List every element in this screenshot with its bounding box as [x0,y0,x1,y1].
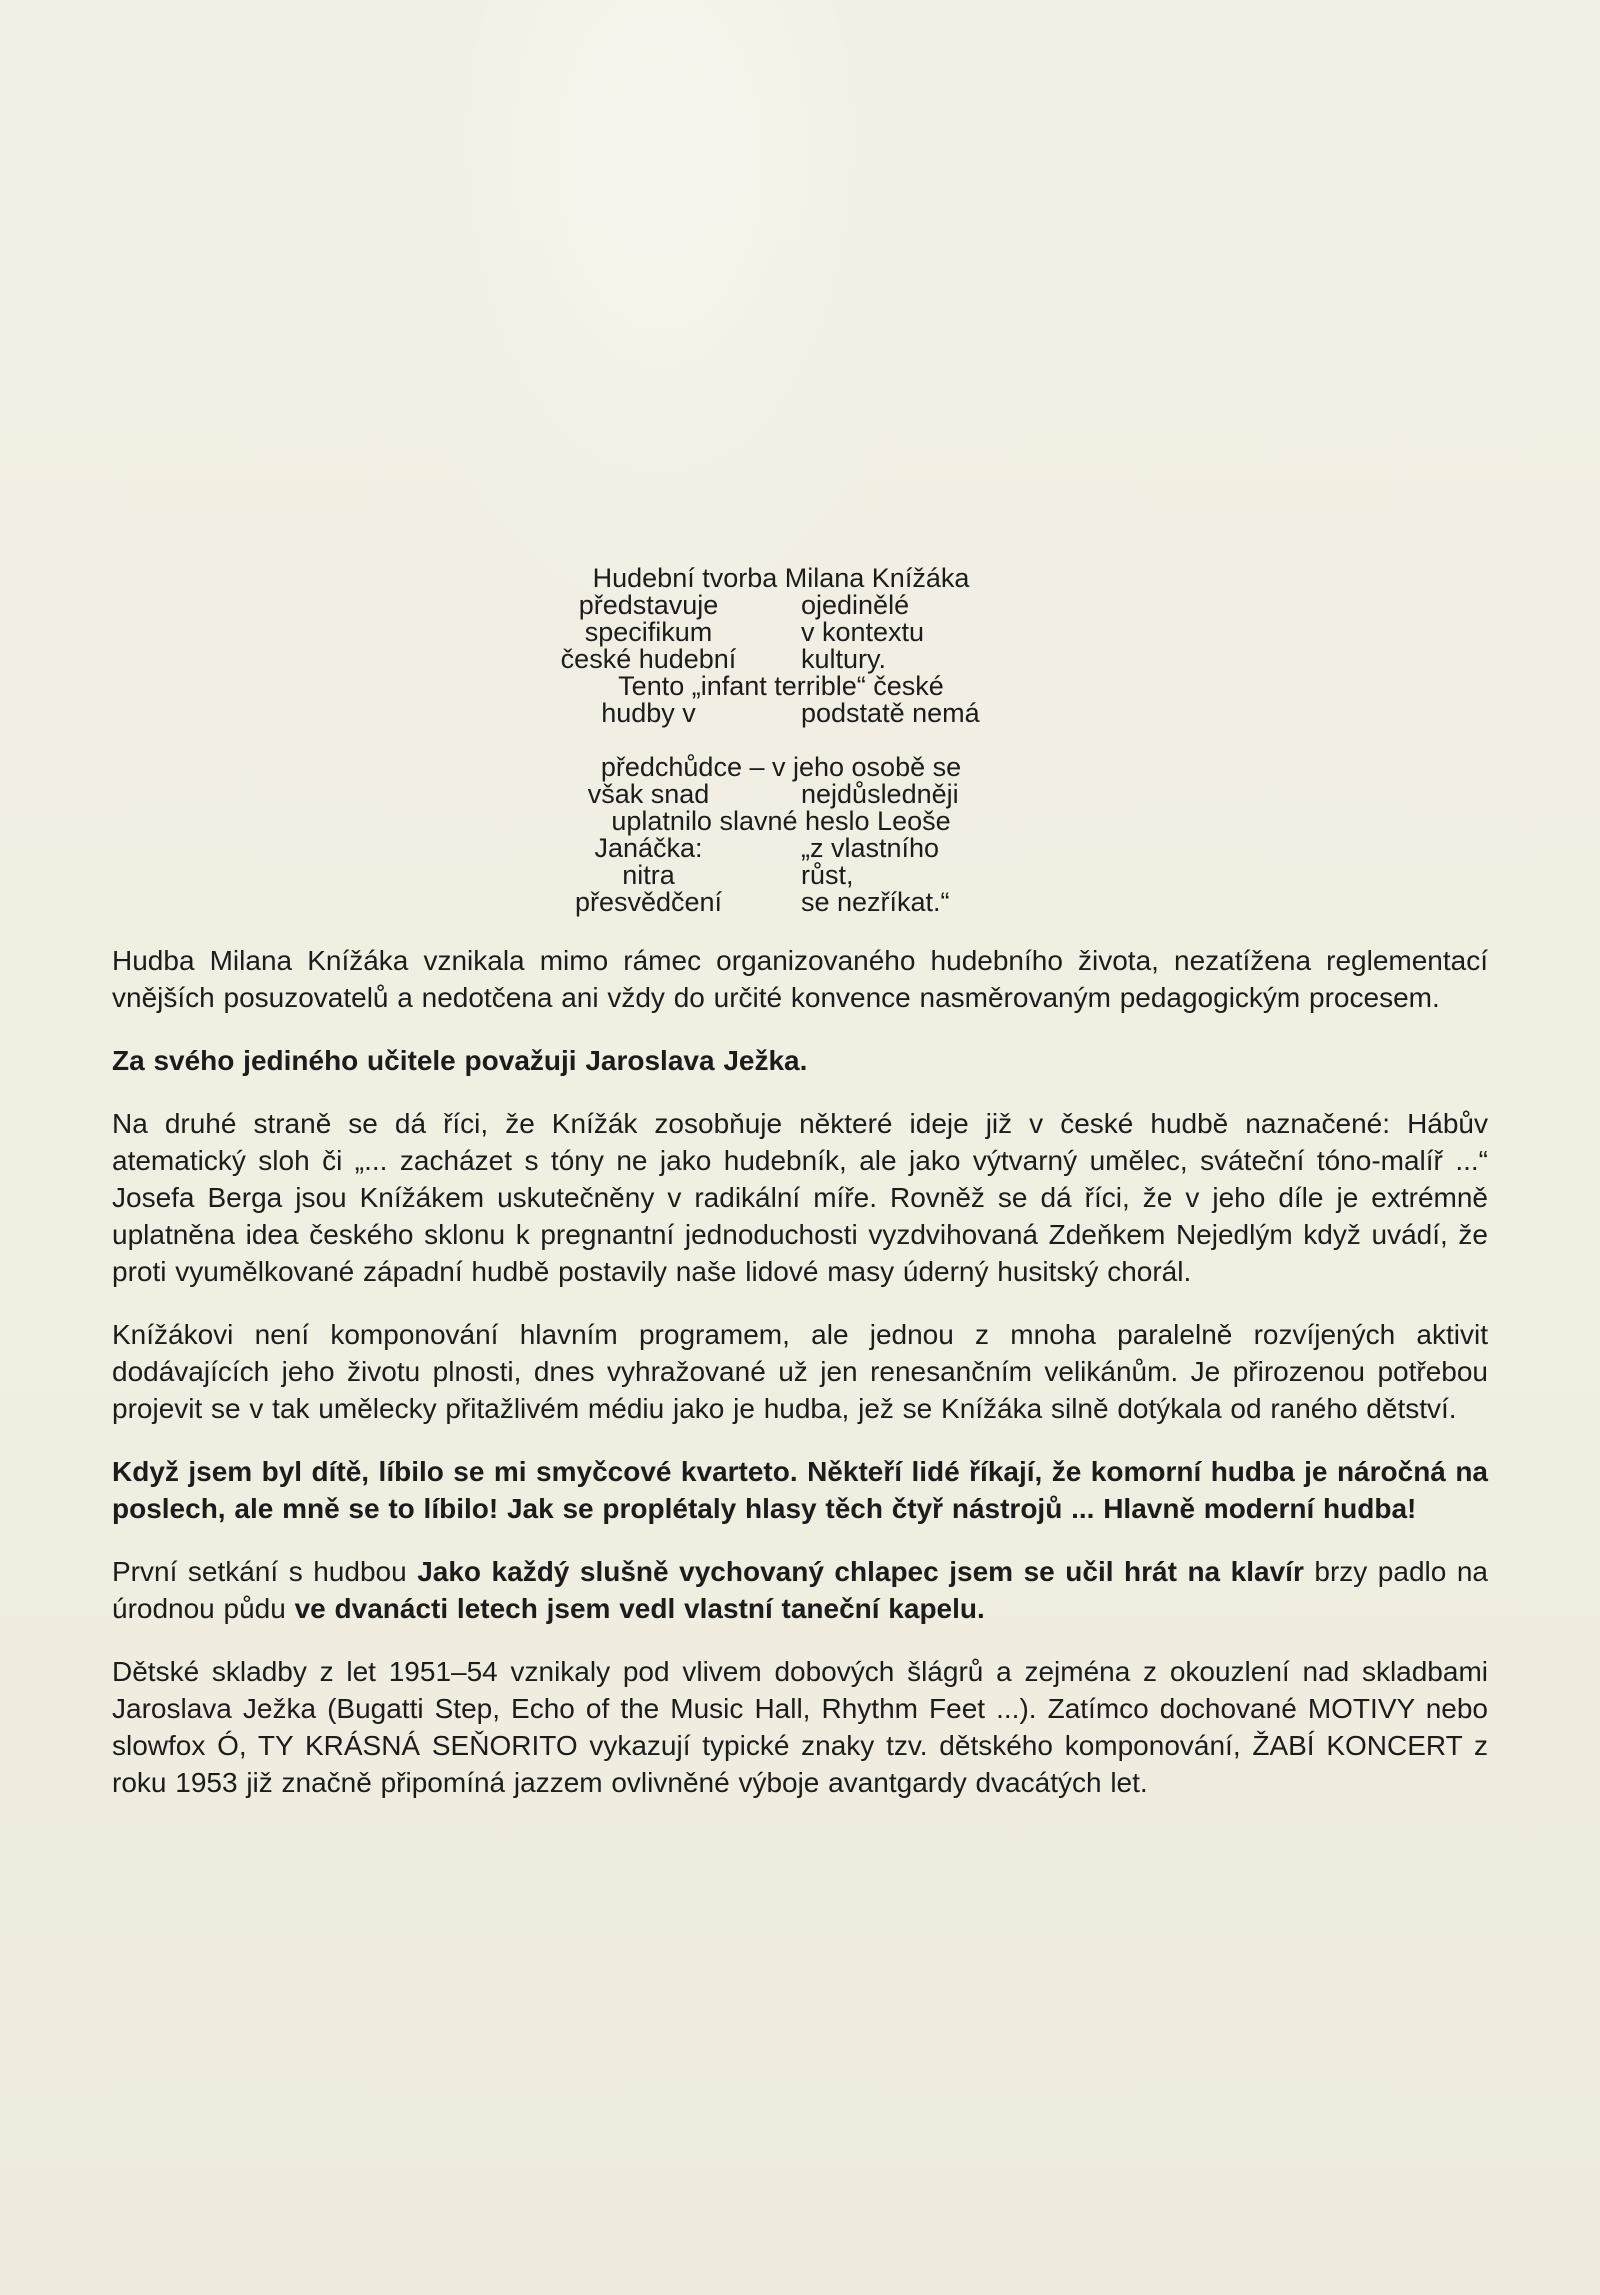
paragraph-run: Když jsem byl dítě, líbilo se mi smyčcové kvarteto. Někteří lidé říkají, že komorní hudba je náročná na poslech, ale mně se to líbilo! Jak se proplétaly hlasy těch čtyř nástrojů ... Hlavně moderní hudba! [112,1456,1488,1524]
poem-line-right: ojedinělé [801,590,910,620]
poem-line [556,835,1006,862]
paragraph [112,1653,1488,1801]
paragraph [112,1553,1488,1627]
poem-line [556,889,1006,916]
poem-line-right: „z vlastního [801,833,940,863]
paragraph-run: Za svého jediného učitele považuji Jaroslava Ježka. [112,1045,808,1076]
paragraph-run: Na druhé straně se dá říci, že Knížák zosobňuje některé ideje již v české hudbě naznačené: Hábův atematický sloh či „... zacházet s tóny ne jako hudebník, ale jako výtvarný umělec, sváteční tóno-malíř ...“ Josefa Berga jsou Knížákem uskutečněny v radikální míře. Rovněž se dá říci, že v jeho díle je extrémně uplatněna idea českého sklonu k pregnantní jednoduchosti vyzdvihovaná Zdeňkem Nejedlým když uvádí, že proti vyumělkované západní hudbě postavily naše lidové masy úderný husitský chorál. [112,1108,1488,1287]
poem-line [556,592,1006,619]
poem-line [556,862,1006,889]
paragraph-run: První setkání s hudbou [112,1556,418,1587]
poem-line: Tento „infant terrible“ české [618,671,944,701]
poem-line [556,700,1006,727]
poem-line-left: nitra [622,860,675,890]
poem-line-right: růst, [801,860,854,890]
poem-line-right: se nezříkat.“ [801,887,950,917]
poem-line: předchůdce – v jeho osobě se [600,752,962,782]
poem-line-right: nejdůsledněji [801,779,959,809]
poem-line-left: Janáčka: [594,833,703,863]
poem [556,565,1006,916]
poem-line-left: hudby v [601,698,696,728]
paragraph-run: brzy padlo na úrodnou půdu [112,1556,1488,1624]
body-text [0,942,1600,1801]
paragraph-run: Knížákovi není komponování hlavním programem, ale jednou z mnoha paralelně rozvíjených aktivit dodávajících jeho životu plnosti, dnes vyhražované už jen renesančním velikánům. Je přirozenou potřebou projevit se v tak umělecky přitažlivém médiu jako je hudba, jež se Knížáka silně dotýkala od raného dětství. [112,1319,1488,1424]
poem-line: uplatnilo slavné heslo Leoše [611,806,951,836]
paragraph [112,1316,1488,1427]
paragraph-run: Dětské skladby z let 1951–54 vznikaly pod vlivem dobových šlágrů a zejména z okouzlení nad skladbami Jaroslava Ježka (Bugatti Step, Echo of the Music Hall, Rhythm Feet ...). Zatímco dochované MOTIVY nebo slowfox Ó, TY KRÁSNÁ SEŇORITO vykazují typické znaky tzv. dětského komponování, ŽABÍ KONCERT z roku 1953 již značně připomíná jazzem ovlivněné výboje avantgardy dvacátých let. [112,1656,1488,1798]
paragraph [112,942,1488,1016]
poem-line-right: v kontextu [801,617,925,647]
poem-line-left: specifikum [584,617,713,647]
poem-line-right: podstatě nemá [801,698,980,728]
paragraph [112,1105,1488,1290]
paragraph-run-bold: ve dvanácti letech jsem vedl vlastní taneční kapelu. [294,1593,985,1624]
poem-line [556,727,1006,754]
poem-line-left: přesvědčení [574,887,723,917]
paragraph [112,1042,1488,1079]
poem-line [556,646,1006,673]
poem-line-left: české hudební [560,644,737,674]
poem-line-right: kultury. [801,644,887,674]
paragraph-run-bold: Jako každý slušně vychovaný chlapec jsem se učil hrát na klavír [417,1556,1304,1587]
poem-line-left: představuje [578,590,719,620]
paragraph-run: Hudba Milana Knížáka vznikala mimo rámec organizovaného hudebního života, nezatížena reglementací vnějších posuzovatelů a nedotčena ani vždy do určité konvence nasměrovaným pedagogickým procesem. [112,945,1488,1013]
poem-line-left: však snad [587,779,710,809]
poem-line [556,781,1006,808]
poem-line [556,619,1006,646]
paragraph [112,1453,1488,1527]
poem-line: Hudební tvorba Milana Knížáka [592,563,970,593]
